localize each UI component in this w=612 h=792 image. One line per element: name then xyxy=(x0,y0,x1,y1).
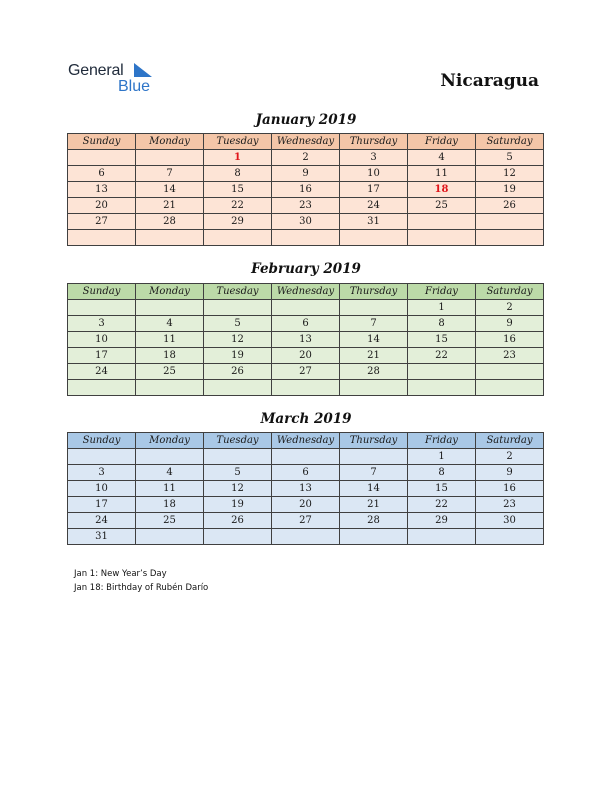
day-cell: 29 xyxy=(204,214,272,230)
day-cell: 25 xyxy=(408,198,476,214)
day-cell: 14 xyxy=(340,332,408,348)
day-cell: 15 xyxy=(204,182,272,198)
day-cell: 22 xyxy=(204,198,272,214)
day-cell: 10 xyxy=(68,332,136,348)
day-cell: 5 xyxy=(476,150,544,166)
day-cell: 8 xyxy=(408,465,476,481)
day-cell: 7 xyxy=(340,316,408,332)
day-cell: 19 xyxy=(204,497,272,513)
day-cell: 16 xyxy=(476,332,544,348)
week-row xyxy=(68,214,544,230)
weekday-header: Thursday xyxy=(340,284,408,300)
calendar-march xyxy=(67,432,544,545)
day-cell: 7 xyxy=(136,166,204,182)
week-row xyxy=(68,529,544,545)
day-cell: 10 xyxy=(68,481,136,497)
empty-day-cell xyxy=(272,449,340,465)
day-cell: 3 xyxy=(340,150,408,166)
day-cell: 11 xyxy=(408,166,476,182)
empty-day-cell xyxy=(272,529,340,545)
empty-day-cell xyxy=(204,230,272,246)
week-row xyxy=(68,348,544,364)
weekday-header: Sunday xyxy=(68,284,136,300)
day-cell: 24 xyxy=(68,364,136,380)
weekday-header: Friday xyxy=(408,134,476,150)
empty-day-cell xyxy=(340,300,408,316)
weekday-header: Sunday xyxy=(68,433,136,449)
day-cell: 19 xyxy=(204,348,272,364)
day-cell: 19 xyxy=(476,182,544,198)
week-row xyxy=(68,332,544,348)
day-cell: 8 xyxy=(408,316,476,332)
day-cell: 21 xyxy=(340,348,408,364)
day-cell: 26 xyxy=(204,513,272,529)
empty-day-cell xyxy=(408,380,476,396)
day-cell: 13 xyxy=(272,332,340,348)
day-cell: 26 xyxy=(476,198,544,214)
day-cell: 4 xyxy=(136,316,204,332)
empty-day-cell xyxy=(204,300,272,316)
empty-day-cell xyxy=(340,529,408,545)
week-row xyxy=(68,364,544,380)
day-cell: 11 xyxy=(136,332,204,348)
empty-day-cell xyxy=(136,380,204,396)
day-cell: 6 xyxy=(68,166,136,182)
weekday-header: Wednesday xyxy=(272,284,340,300)
weekday-header: Monday xyxy=(136,134,204,150)
week-row xyxy=(68,198,544,214)
week-row xyxy=(68,481,544,497)
day-cell: 27 xyxy=(272,364,340,380)
weekday-header: Tuesday xyxy=(204,284,272,300)
day-cell: 3 xyxy=(68,316,136,332)
day-cell: 18 xyxy=(136,497,204,513)
weekday-header: Thursday xyxy=(340,134,408,150)
empty-day-cell xyxy=(68,230,136,246)
day-cell: 2 xyxy=(272,150,340,166)
day-cell: 4 xyxy=(136,465,204,481)
empty-day-cell xyxy=(68,380,136,396)
month-title-march: March 2019 xyxy=(260,411,352,427)
calendar-january xyxy=(67,133,544,246)
week-row xyxy=(68,230,544,246)
empty-day-cell xyxy=(476,364,544,380)
day-cell: 17 xyxy=(68,497,136,513)
day-cell: 13 xyxy=(272,481,340,497)
day-cell: 17 xyxy=(340,182,408,198)
week-row xyxy=(68,300,544,316)
logo-text-blue: Blue xyxy=(118,78,151,95)
day-cell: 22 xyxy=(408,348,476,364)
day-cell: 28 xyxy=(136,214,204,230)
day-cell: 28 xyxy=(340,513,408,529)
week-row xyxy=(68,513,544,529)
empty-day-cell xyxy=(136,300,204,316)
weekday-header: Saturday xyxy=(476,134,544,150)
empty-day-cell xyxy=(476,214,544,230)
day-cell: 9 xyxy=(272,166,340,182)
empty-day-cell xyxy=(136,449,204,465)
logo-triangle-icon xyxy=(134,63,152,77)
empty-day-cell xyxy=(340,449,408,465)
empty-day-cell xyxy=(136,529,204,545)
day-cell: 21 xyxy=(136,198,204,214)
empty-day-cell xyxy=(408,214,476,230)
day-cell: 23 xyxy=(476,348,544,364)
day-cell: 3 xyxy=(68,465,136,481)
day-cell: 2 xyxy=(476,300,544,316)
empty-day-cell xyxy=(272,230,340,246)
logo-text-general: General xyxy=(68,62,124,79)
day-cell: 20 xyxy=(272,348,340,364)
empty-day-cell xyxy=(136,150,204,166)
day-cell: 27 xyxy=(272,513,340,529)
empty-day-cell xyxy=(340,230,408,246)
week-row xyxy=(68,150,544,166)
holiday-note: Jan 18: Birthday of Rubén Darío xyxy=(74,583,209,593)
weekday-header: Friday xyxy=(408,284,476,300)
weekday-header: Wednesday xyxy=(272,433,340,449)
empty-day-cell xyxy=(476,529,544,545)
day-cell: 12 xyxy=(204,481,272,497)
day-cell: 14 xyxy=(340,481,408,497)
day-cell: 2 xyxy=(476,449,544,465)
empty-day-cell xyxy=(476,380,544,396)
weekday-header: Monday xyxy=(136,284,204,300)
day-cell: 12 xyxy=(204,332,272,348)
day-cell: 25 xyxy=(136,364,204,380)
day-cell: 14 xyxy=(136,182,204,198)
week-row xyxy=(68,182,544,198)
day-cell: 24 xyxy=(340,198,408,214)
weekday-header: Monday xyxy=(136,433,204,449)
day-cell: 25 xyxy=(136,513,204,529)
week-row xyxy=(68,465,544,481)
holiday-day-cell: 1 xyxy=(204,150,272,166)
empty-day-cell xyxy=(68,449,136,465)
day-cell: 6 xyxy=(272,316,340,332)
day-cell: 1 xyxy=(408,449,476,465)
weekday-header-row xyxy=(68,433,544,449)
day-cell: 10 xyxy=(340,166,408,182)
week-row xyxy=(68,449,544,465)
day-cell: 31 xyxy=(68,529,136,545)
empty-day-cell xyxy=(272,300,340,316)
day-cell: 23 xyxy=(272,198,340,214)
day-cell: 1 xyxy=(408,300,476,316)
empty-day-cell xyxy=(476,230,544,246)
day-cell: 30 xyxy=(272,214,340,230)
week-row xyxy=(68,166,544,182)
day-cell: 8 xyxy=(204,166,272,182)
holiday-notes xyxy=(74,567,208,595)
day-cell: 5 xyxy=(204,465,272,481)
calendar-february xyxy=(67,283,544,396)
day-cell: 15 xyxy=(408,332,476,348)
day-cell: 9 xyxy=(476,465,544,481)
day-cell: 7 xyxy=(340,465,408,481)
empty-day-cell xyxy=(408,230,476,246)
day-cell: 22 xyxy=(408,497,476,513)
weekday-header: Saturday xyxy=(476,433,544,449)
day-cell: 21 xyxy=(340,497,408,513)
week-row xyxy=(68,497,544,513)
weekday-header-row xyxy=(68,284,544,300)
empty-day-cell xyxy=(68,150,136,166)
day-cell: 17 xyxy=(68,348,136,364)
empty-day-cell xyxy=(204,449,272,465)
week-row xyxy=(68,380,544,396)
day-cell: 5 xyxy=(204,316,272,332)
day-cell: 28 xyxy=(340,364,408,380)
country-title: Nicaragua xyxy=(440,71,539,91)
holiday-note: Jan 1: New Year’s Day xyxy=(74,569,167,579)
day-cell: 27 xyxy=(68,214,136,230)
empty-day-cell xyxy=(204,380,272,396)
day-cell: 12 xyxy=(476,166,544,182)
week-row xyxy=(68,316,544,332)
weekday-header: Friday xyxy=(408,433,476,449)
month-title-january: January 2019 xyxy=(255,112,357,128)
day-cell: 11 xyxy=(136,481,204,497)
day-cell: 9 xyxy=(476,316,544,332)
day-cell: 24 xyxy=(68,513,136,529)
empty-day-cell xyxy=(68,300,136,316)
day-cell: 4 xyxy=(408,150,476,166)
weekday-header: Saturday xyxy=(476,284,544,300)
day-cell: 29 xyxy=(408,513,476,529)
day-cell: 30 xyxy=(476,513,544,529)
empty-day-cell xyxy=(408,364,476,380)
day-cell: 6 xyxy=(272,465,340,481)
weekday-header: Wednesday xyxy=(272,134,340,150)
weekday-header: Sunday xyxy=(68,134,136,150)
day-cell: 16 xyxy=(272,182,340,198)
day-cell: 15 xyxy=(408,481,476,497)
empty-day-cell xyxy=(136,230,204,246)
day-cell: 20 xyxy=(272,497,340,513)
day-cell: 23 xyxy=(476,497,544,513)
empty-day-cell xyxy=(340,380,408,396)
weekday-header: Tuesday xyxy=(204,134,272,150)
generalblue-logo xyxy=(68,62,168,96)
empty-day-cell xyxy=(272,380,340,396)
empty-day-cell xyxy=(204,529,272,545)
month-title-february: February 2019 xyxy=(251,261,361,277)
day-cell: 13 xyxy=(68,182,136,198)
day-cell: 16 xyxy=(476,481,544,497)
holiday-day-cell: 18 xyxy=(408,182,476,198)
day-cell: 31 xyxy=(340,214,408,230)
day-cell: 20 xyxy=(68,198,136,214)
empty-day-cell xyxy=(408,529,476,545)
weekday-header: Thursday xyxy=(340,433,408,449)
day-cell: 26 xyxy=(204,364,272,380)
weekday-header: Tuesday xyxy=(204,433,272,449)
weekday-header-row xyxy=(68,134,544,150)
day-cell: 18 xyxy=(136,348,204,364)
